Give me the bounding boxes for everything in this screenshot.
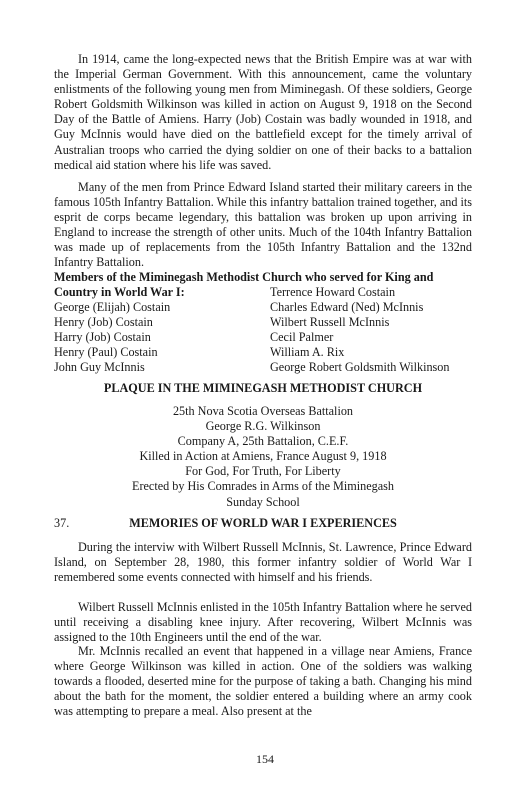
member-name: John Guy McInnis (54, 360, 145, 375)
member-name: Wilbert Russell McInnis (270, 315, 390, 330)
members-heading-line1: Members of the Miminegash Methodist Church who served for King and (54, 270, 434, 284)
section-number: 37. (54, 516, 70, 530)
plaque-title: PLAQUE IN THE MIMINEGASH METHODIST CHURCH (103, 381, 423, 395)
member-name: Terrence Howard Costain (270, 285, 396, 299)
members-list-right (270, 285, 450, 376)
member-name: George Robert Goldsmith Wilkinson (270, 360, 450, 375)
plaque-line: For God, For Truth, For Liberty (185, 464, 341, 479)
plaque-inscription (54, 404, 472, 510)
members-heading (54, 270, 472, 285)
plaque-line: Company A, 25th Battalion, C.E.F. (177, 434, 349, 449)
paragraph-105th-battalion: Many of the men from Prince Edward Island started their military careers in the famous 105th Infantry Battalion. While this infantry battalion trained together, and its esprit de corps became legendary, this battalion was broken up upon arriving in England to increase the strength of other units. Much of the 104th Infantry Battalion was made up of replacements from the 105th Infantry Battalion and the 132nd Infantry Battalion. (54, 180, 472, 270)
plaque-line: Sunday School (226, 494, 300, 509)
member-name: Harry (Job) Costain (54, 330, 151, 345)
paragraph-enlistment: Wilbert Russell McInnis enlisted in the 105th Infantry Battalion where he served until receiving a disabling knee injury. After recovering, Wilbert McInnis was assigned to the 10th Engineers until the end of the war. (54, 600, 472, 645)
members-heading-line2: Country in World War I: (54, 285, 185, 299)
member-name: George (Elijah) Costain (54, 300, 171, 315)
page-number: 154 (256, 752, 274, 766)
member-name: Henry (Job) Costain (54, 315, 153, 330)
memories-title: MEMORIES OF WORLD WAR I EXPERIENCES (129, 516, 397, 530)
plaque-line: 25th Nova Scotia Overseas Battalion (172, 404, 354, 418)
member-name: William A. Rix (270, 345, 345, 360)
paragraph-interview: During the interviw with Wilbert Russell McInnis, St. Lawrence, Prince Edward Island, on September 28, 1980, this former infantry soldier of World War I remembered some events connected with himself and his friends. (54, 540, 472, 585)
members-list-left (54, 285, 185, 376)
member-name: Cecil Palmer (270, 330, 334, 345)
plaque-line: Erected by His Comrades in Arms of the Miminegash (132, 479, 394, 494)
plaque-line: George R.G. Wilkinson (205, 419, 321, 434)
plaque-line: Killed in Action at Amiens, France August 9, 1918 (139, 449, 387, 464)
member-name: Charles Edward (Ned) McInnis (270, 300, 424, 315)
member-name: Henry (Paul) Costain (54, 345, 158, 360)
paragraph-amiens-event: Mr. McInnis recalled an event that happened in a village near Amiens, France where George Wilkinson was killed in action. One of the soldiers was walking towards a flooded, deserted mine for the purpose of taking a bath. Changing his mind about the bath for the moment, the soldier entered a building where an army cook was attempting to prepare a meal. Also present at the (54, 644, 472, 719)
paragraph-1914-war: In 1914, came the long-expected news that the British Empire was at war with the Imperial German Government. With this announcement, came the voluntary enlistments of the following young men from Miminegash. Of these soldiers, George Robert Goldsmith Wilkinson was killed in action on August 9, 1918 on the Second Day of the Battle of Amiens. Harry (Job) Costain was badly wounded in 1918, and Guy McInnis would have died on the battlefield except for the timely arrival of Australian troops who carried the dying soldier on one of their backs to a battalion medical aid station where his life was saved. (54, 52, 472, 172)
